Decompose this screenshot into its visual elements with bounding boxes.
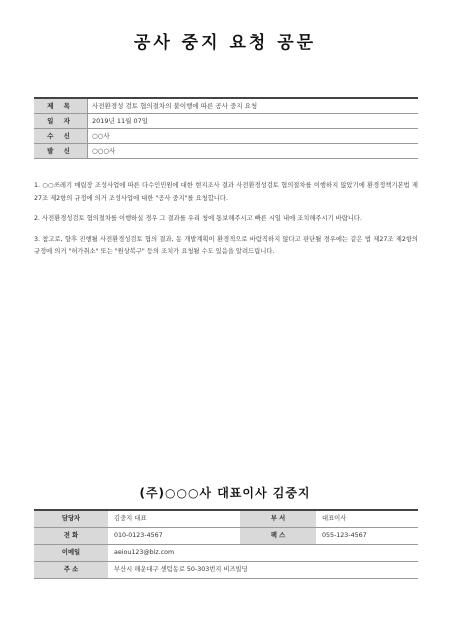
phone-value: 010-0123-4567 — [108, 528, 240, 545]
contact-table — [34, 509, 418, 579]
info-row-sender — [34, 144, 418, 159]
fax-label: 팩 스 — [240, 528, 316, 545]
dept-label: 부 서 — [240, 510, 316, 528]
sender-value: ○○○사 — [88, 144, 419, 159]
contact-row-phone — [34, 528, 418, 545]
info-table — [34, 97, 418, 159]
body-paragraph-1: 1. ○○쓰레기 매립장 조성사업에 따른 다수인민원에 대한 현지조사 결과 사전환경성검토 협의절차를 이행하지 않았기에 환경정책기본법 제27조 제2항의 규정에 의거 조성사업에 대한 "공사 중지"를 요청합니다. — [34, 182, 418, 202]
body-paragraph-3: 3. 참고로, 향후 진행될 사전환경성검토 협의 결과, 동 개발계획이 환경적으로 바람직하지 않다고 판단될 경우에는 같은 법 제27조 제2항의 규정에 의거 "허가취소" 또는 "원상복구" 등의 조치가 요청될 수도 있음을 알려드립니다. — [34, 235, 418, 256]
manager-value: 김중지 대표 — [108, 510, 240, 528]
fax-value: 055-123-4567 — [316, 528, 418, 545]
recipient-value: ○○사 — [88, 129, 419, 144]
sender-label: 발 신 — [34, 144, 88, 159]
info-row-date — [34, 114, 418, 129]
info-row-recipient — [34, 129, 418, 144]
address-label: 주 소 — [34, 562, 108, 579]
body-text — [34, 180, 418, 267]
email-label: 이메일 — [34, 545, 108, 562]
subject-value: 사전환경성 검토 협의절차의 불이행에 따른 공사 중지 요청 — [88, 98, 419, 114]
date-value: 2019년 11월 07일 — [88, 114, 419, 129]
body-paragraph-2: 2. 사전환경성검토 협의절차를 이행하실 경우 그 결과를 우리 청에 통보해주시고 빠른 시일 내에 조치해주시기 바랍니다. — [34, 215, 363, 223]
email-value: aeiou123@biz.com — [108, 545, 418, 562]
manager-label: 담당자 — [34, 510, 108, 528]
signature-line: (주)○○○사 대표이사 김중지 — [139, 486, 311, 500]
document-title: 공사 중지 요청 공문 — [133, 33, 317, 53]
contact-row-manager — [34, 510, 418, 528]
contact-row-address — [34, 562, 418, 579]
info-row-subject — [34, 98, 418, 114]
date-label: 일 자 — [34, 114, 88, 129]
phone-label: 전 화 — [34, 528, 108, 545]
dept-value: 대표이사 — [316, 510, 418, 528]
contact-row-email — [34, 545, 418, 562]
address-value: 부산시 해운대구 센텀동로 50-303번지 비즈빌딩 — [108, 562, 418, 579]
recipient-label: 수 신 — [34, 129, 88, 144]
subject-label: 제 목 — [34, 98, 88, 114]
